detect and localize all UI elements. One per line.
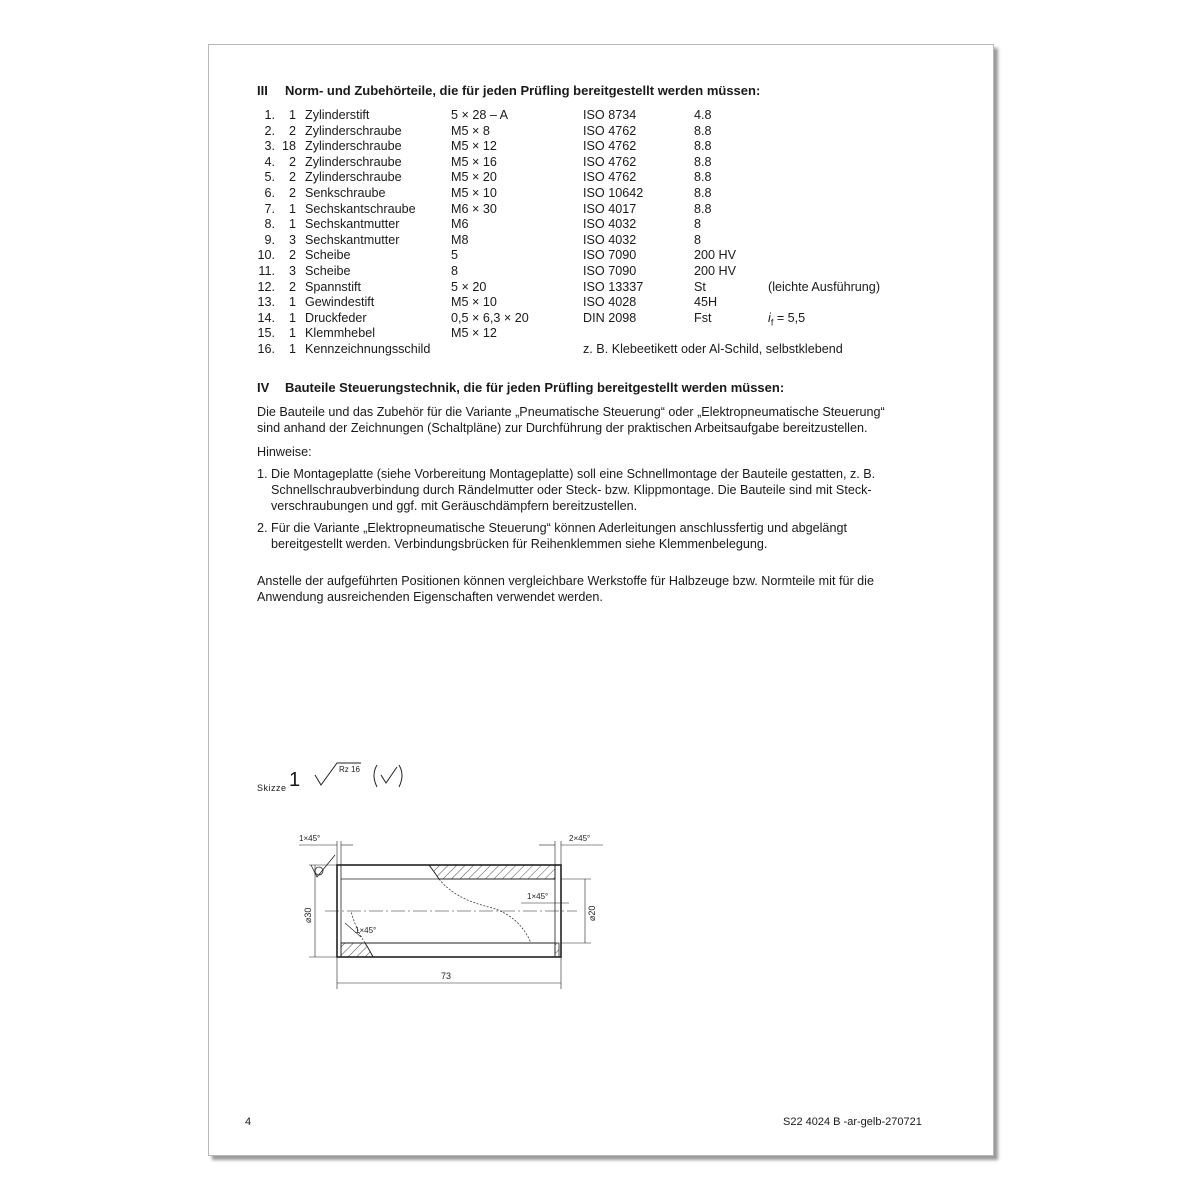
hint-line: verschraubungen und ggf. mit Geräuschdämpfern bereitzustellen. bbox=[271, 499, 638, 513]
row-name: Scheibe bbox=[305, 263, 351, 278]
row-index: 11. bbox=[258, 263, 275, 278]
row-note-formula: $i_f = 5,5$ bbox=[768, 310, 806, 328]
row-dimension: 5 × 28 – A bbox=[451, 108, 509, 122]
row-index: 9. bbox=[264, 232, 275, 247]
closing-note bbox=[257, 573, 874, 605]
row-dimension: M5 × 8 bbox=[451, 123, 490, 138]
closing-line: Anwendung ausreichenden Eigenschaften verwendet werden. bbox=[257, 590, 603, 604]
row-class: 200 HV bbox=[694, 263, 737, 278]
section-3-title: Norm- und Zubehörteile, die für jeden Prüfling bereitgestellt werden müssen: bbox=[285, 83, 761, 98]
row-quantity: 2 bbox=[288, 154, 296, 169]
row-index: 1. bbox=[264, 108, 275, 122]
row-standard: ISO 10642 bbox=[583, 185, 644, 200]
row-index: 13. bbox=[257, 295, 275, 310]
hint-2-number: 2. bbox=[257, 521, 268, 535]
row-standard: ISO 7090 bbox=[583, 263, 637, 278]
row-dimension: M5 × 12 bbox=[451, 326, 497, 341]
row-standard: ISO 4762 bbox=[583, 139, 637, 154]
row-standard: ISO 4762 bbox=[583, 154, 637, 169]
row-dimension: 5 bbox=[451, 248, 459, 263]
intro-line: Die Bauteile und das Zubehör für die Variante „Pneumatische Steuerung“ oder „Elektropneumatische Steuerung“ bbox=[257, 405, 885, 419]
row-standard: ISO 4762 bbox=[583, 170, 637, 185]
row-standard: ISO 8734 bbox=[583, 108, 637, 122]
hints-label: Hinweise: bbox=[257, 445, 312, 459]
row-name: Sechskantmutter bbox=[305, 232, 400, 247]
row-name: Zylinderschraube bbox=[305, 154, 402, 169]
row-class: St bbox=[694, 279, 706, 294]
row-standard: ISO 13337 bbox=[583, 279, 644, 294]
row-dimension: 8 bbox=[451, 263, 459, 278]
section-4-number: IV bbox=[257, 380, 270, 395]
lower-section-hatch bbox=[341, 943, 373, 957]
row-dimension: M8 bbox=[451, 232, 469, 247]
row-name: Klemmhebel bbox=[305, 326, 375, 341]
row-quantity: 1 bbox=[288, 310, 296, 325]
row-quantity: 3 bbox=[288, 232, 296, 247]
sketch-label: Skizze bbox=[257, 783, 287, 793]
hint-1 bbox=[257, 466, 875, 514]
row-class: 8 bbox=[694, 232, 702, 247]
row-class: 8.8 bbox=[694, 170, 712, 185]
intro-line: sind anhand der Zeichnungen (Schaltpläne) zur Durchführung der praktischen Arbeitsaufgabe bereitzustellen. bbox=[257, 421, 868, 435]
row-quantity: 1 bbox=[288, 341, 296, 356]
section-4-intro bbox=[257, 404, 885, 436]
row-index: 7. bbox=[264, 201, 275, 216]
row-quantity: 1 bbox=[288, 326, 296, 341]
row-class: 200 HV bbox=[694, 248, 737, 263]
row-index: 14. bbox=[257, 310, 275, 325]
row-class: 8 bbox=[694, 217, 702, 232]
chamfer-inner-right-label: 1×45° bbox=[527, 892, 549, 901]
row-name: Zylinderschraube bbox=[305, 139, 402, 154]
upper-section-hatch bbox=[429, 865, 555, 879]
row-name: Gewindestift bbox=[305, 295, 375, 310]
row-quantity: 2 bbox=[288, 123, 296, 138]
outer-diameter-label: ⌀30 bbox=[303, 907, 313, 923]
row-standard: ISO 4762 bbox=[583, 123, 637, 138]
row-index: 16. bbox=[257, 341, 275, 356]
row-quantity: 3 bbox=[288, 263, 296, 278]
hint-line: Für die Variante „Elektropneumatische Steuerung“ können Aderleitungen anschlussfertig und abgelängt bbox=[271, 521, 847, 535]
row-dimension: 5 × 20 bbox=[451, 279, 487, 294]
row-standard: z. B. Klebeetikett oder Al-Schild, selbstklebend bbox=[583, 341, 843, 356]
row-standard: ISO 4032 bbox=[583, 217, 637, 232]
row-quantity: 2 bbox=[288, 279, 296, 294]
roughness-value: Rz 16 bbox=[339, 765, 360, 774]
row-quantity: 2 bbox=[288, 248, 296, 263]
row-quantity: 1 bbox=[288, 217, 296, 232]
chamfer-right-label: 2×45° bbox=[569, 834, 591, 843]
row-name: Spannstift bbox=[305, 279, 362, 294]
row-standard: ISO 4028 bbox=[583, 295, 637, 310]
row-quantity: 1 bbox=[288, 295, 296, 310]
hint-2 bbox=[257, 520, 847, 552]
row-name: Druckfeder bbox=[305, 310, 367, 325]
row-dimension: 0,5 × 6,3 × 20 bbox=[451, 310, 529, 325]
doc-code: S22 4024 B -ar-gelb-270721 bbox=[783, 1116, 922, 1128]
row-class: 4.8 bbox=[694, 108, 712, 122]
section-4-heading bbox=[257, 380, 784, 395]
row-quantity: 18 bbox=[281, 139, 296, 154]
row-index: 2. bbox=[264, 123, 275, 138]
closing-line: Anstelle der aufgeführten Positionen können vergleichbare Werkstoffe für Halbzeuge bzw. Normteile mit für die bbox=[257, 574, 874, 588]
document-page bbox=[208, 44, 994, 1156]
row-standard: ISO 4017 bbox=[583, 201, 637, 216]
row-note: (leichte Ausführung) bbox=[768, 279, 881, 294]
row-dimension: M5 × 20 bbox=[451, 170, 497, 185]
row-name: Zylinderschraube bbox=[305, 170, 402, 185]
section-4-title: Bauteile Steuerungstechnik, die für jeden Prüfling bereitgestellt werden müssen: bbox=[285, 380, 785, 395]
row-standard: DIN 2098 bbox=[583, 310, 637, 325]
row-quantity: 1 bbox=[288, 108, 296, 122]
row-name: Sechskantschraube bbox=[305, 201, 416, 216]
chamfer-inner-left-label: 1×45° bbox=[355, 926, 377, 935]
hint-line: bereitgestellt werden. Verbindungsbrücken für Reihenklemmen siehe Klemmenbelegung. bbox=[271, 537, 768, 551]
row-dimension: M5 × 10 bbox=[451, 295, 497, 310]
row-dimension: M5 × 12 bbox=[451, 139, 497, 154]
row-name: Zylinderstift bbox=[305, 108, 370, 122]
row-standard: ISO 4032 bbox=[583, 232, 637, 247]
length-label: 73 bbox=[441, 971, 452, 981]
row-name: Senkschraube bbox=[305, 185, 386, 200]
row-name: Scheibe bbox=[305, 248, 351, 263]
row-dimension: M6 bbox=[451, 217, 469, 232]
chamfer-left-label: 1×45° bbox=[299, 834, 321, 843]
row-class: 8.8 bbox=[694, 139, 712, 154]
row-class: 45H bbox=[694, 295, 718, 310]
hint-line: Die Montageplatte (siehe Vorbereitung Montageplatte) soll eine Schnellmontage der Bauteile gestatten, z. B. bbox=[271, 467, 876, 481]
row-class: 8.8 bbox=[694, 154, 712, 169]
row-class: 8.8 bbox=[694, 185, 712, 200]
row-index: 5. bbox=[264, 170, 275, 185]
row-index: 3. bbox=[264, 139, 275, 154]
inner-diameter-label: ⌀20 bbox=[587, 905, 597, 921]
row-dimension: M5 × 10 bbox=[451, 185, 497, 200]
page-number: 4 bbox=[245, 1116, 252, 1128]
sketch-number: 1 bbox=[289, 769, 301, 791]
row-dimension: M5 × 16 bbox=[451, 154, 497, 169]
surface-roughness-symbol bbox=[313, 761, 413, 797]
row-index: 15. bbox=[257, 326, 275, 341]
row-standard: ISO 7090 bbox=[583, 248, 637, 263]
row-index: 4. bbox=[264, 154, 275, 169]
row-name: Zylinderschraube bbox=[305, 123, 402, 138]
row-index: 6. bbox=[264, 185, 275, 200]
section-3-heading bbox=[257, 83, 760, 98]
row-index: 12. bbox=[257, 279, 275, 294]
section-3-number: III bbox=[257, 83, 268, 98]
row-index: 10. bbox=[257, 248, 275, 263]
row-quantity: 1 bbox=[288, 201, 296, 216]
row-class: Fst bbox=[694, 310, 712, 325]
row-quantity: 2 bbox=[288, 170, 296, 185]
row-name: Sechskantmutter bbox=[305, 217, 400, 232]
bushing-drawing bbox=[269, 815, 609, 995]
row-name: Kennzeichnungsschild bbox=[305, 341, 431, 356]
hint-line: Schnellschraubverbindung durch Rändelmutter oder Steck- bzw. Klippmontage. Die Bauteile sind mit Steck- bbox=[271, 483, 872, 497]
row-class: 8.8 bbox=[694, 123, 712, 138]
hint-1-number: 1. bbox=[257, 467, 268, 481]
row-index: 8. bbox=[264, 217, 275, 232]
row-class: 8.8 bbox=[694, 201, 712, 216]
row-dimension: M6 × 30 bbox=[451, 201, 497, 216]
row-quantity: 2 bbox=[288, 185, 296, 200]
